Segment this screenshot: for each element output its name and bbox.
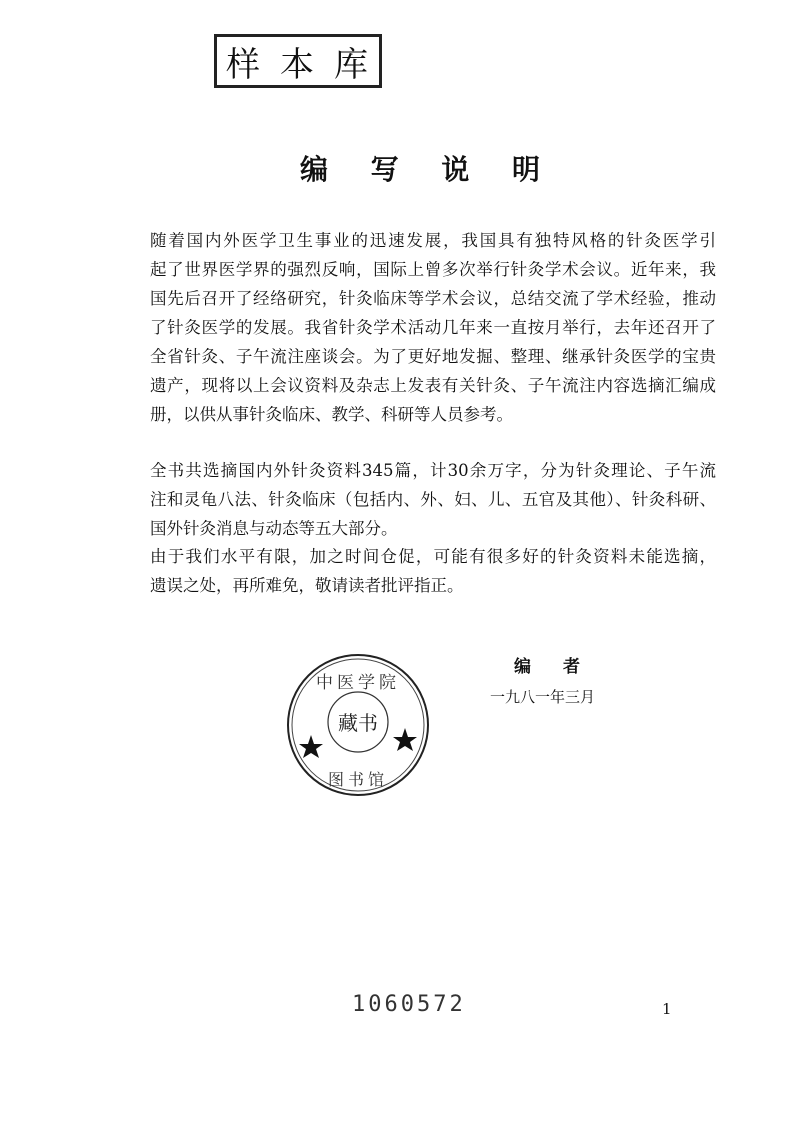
text-line: 随着国内外医学卫生事业的迅速发展，我国具有独特风格的针灸医学引 (150, 231, 716, 250)
paragraph-3 (150, 542, 716, 600)
author-signature (514, 652, 580, 677)
svg-text:藏书: 藏书 (338, 711, 378, 735)
document-number: 1060572 (352, 992, 466, 1017)
text-line: 遗产，现将以上会议资料及杂志上发表有关针灸、子午流注内容选摘汇编成 (150, 376, 716, 395)
signature-date: 一九八一年三月 (490, 688, 596, 706)
svg-text:中医学院: 中医学院 (316, 673, 400, 693)
paragraph-1 (150, 226, 716, 429)
paragraph-2 (150, 456, 716, 543)
text-line: 起了世界医学界的强烈反响，国际上曾多次举行针灸学术会议。近年来，我 (150, 260, 716, 279)
page-number: 1 (662, 1000, 672, 1018)
title-char: 写 (370, 153, 399, 186)
stamp-char: 样 (226, 44, 262, 85)
text-line: 了针灸医学的发展。我省针灸学术活动几年来一直按月举行，去年还召开了 (150, 318, 716, 337)
stamp-char: 本 (280, 44, 316, 85)
text-line: 国先后召开了经络研究，针灸临床等学术会议，总结交流了学术经验，推动 (150, 289, 716, 308)
svg-text:图书馆: 图书馆 (327, 770, 389, 789)
title-char: 明 (511, 153, 540, 186)
text-line: 注和灵龟八法、针灸临床（包括内、外、妇、儿、五官及其他）、针灸科研、 (150, 490, 716, 509)
star-icon (299, 735, 323, 758)
library-seal (283, 650, 433, 800)
text-line: 全书共选摘国内外针灸资料345篇，计30余万字，分为针灸理论、子午流 (150, 461, 716, 480)
signature-char: 者 (563, 657, 580, 677)
signature-char: 编 (514, 657, 531, 677)
text-line: 国外针灸消息与动态等五大部分。 (150, 519, 398, 538)
title-char: 说 (441, 153, 470, 186)
stamp-char: 库 (334, 44, 370, 85)
text-line: 遗误之处，再所难免，敬请读者批评指正。 (150, 576, 464, 595)
text-line: 册，以供从事针灸临床、教学、科研等人员参考。 (150, 405, 513, 424)
text-line: 由于我们水平有限，加之时间仓促，可能有很多好的针灸资料未能选摘， (150, 547, 716, 566)
page-title (300, 148, 540, 188)
title-char: 编 (300, 153, 329, 186)
star-icon (393, 728, 417, 751)
sample-library-stamp (214, 34, 382, 88)
text-line: 全省针灸、子午流注座谈会。为了更好地发掘、整理、继承针灸医学的宝贵 (150, 347, 716, 366)
